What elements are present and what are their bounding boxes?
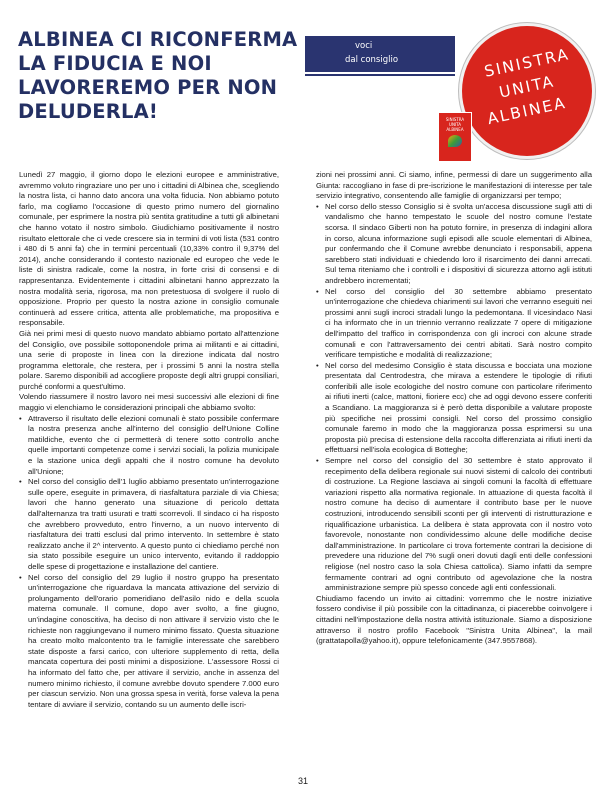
paragraph: zioni nei prossimi anni. Ci siamo, infine, permessi di dare un suggerimento alla Giunta: raccogliano in fase di pre-iscrizione le manifestazioni di interesse per tale servizio integrativo, consentendo alle famiglie di organizzarsi per tempo;: [316, 170, 592, 201]
section-label-line-1: voci: [355, 41, 373, 51]
paragraph: Lunedì 27 maggio, il giorno dopo le elezioni europee e amministrative, avremmo voluto ringraziare uno per uno i cittadini di Albinea che, scegliendo la nostra lista, ci hanno dato ancora una volta fiducia. Non abbiamo potuto farlo, ma cogliamo l'occasione di questo primo numero del giornalino comunale, per esprimere la nostra più sentita gratitudine a tutti gli albinetani che hanno votato il nostro simbolo. Giudichiamo positivamente il nostro risultato elettorale che ci vede crescere sia in termini di voti lista (531 contro i 480 di 5 anni fa) che in termini percentuali (10,33% contro il 9,37% del 2014), anche considerando il contesto nazionale ed europeo che vede le liste di sinistra radicale, come la nostra, in forte crisi di consensi e di rappresentanza. Evidentemente i cittadini albinetani hanno apprezzato la nostra modalità seria, rigorosa, ma non pretestuosa di svolgere il ruolo di opposizione. Proprio per questo la nostra azione in consiglio comunale continuerà ad essere critica, attenta alle problematiche, ma propositiva e responsabile.: [19, 170, 279, 328]
party-logo: [438, 112, 472, 162]
badge-line-1: SINISTRA: [482, 45, 572, 81]
bullet-item: • Nel corso del medesimo Consiglio è stata discussa e bocciata una mozione presentata dal Centrodestra, che mirava a estendere le tipologie di rifiuti conferibili alle isole ecologiche del nostro comune con particolare riferimento ai rifiuti inerti (calce, mattoni, fioriere ecc) che ad oggi devono essere conferiti a Scandiano. La maggioranza si è però detta disponibile a valutare proposte più specifiche nei prossimi consigli. Nel corso del prossimo consiglio comunale faremo in modo che la maggioranza possa esprimersi su una proposta più precisa di estensione della raccolta differenziata ai rifiuti inerti da effettuarsi nell'isola ecologica di Botteghe;: [316, 361, 592, 456]
section-rule: [305, 74, 455, 76]
bullet-item: • Attraverso il risultato delle elezioni comunali è stato possibile confermare la nostra presenza anche all'interno del consiglio dell'Unione Colline matildiche, evento che ci permetterà di tenere sotto controllo anche quelle importanti competenze come i servizi sociali, la polizia municipale e la stazione unica degli appalti che il nostro comune ha devoluto all'Unione;: [19, 414, 279, 478]
bullet-item: • Nel corso del consiglio del 30 settembre abbiamo presentato un'interrogazione che chiedeva chiarimenti sui lavori che verranno eseguiti nei prossimi anni sugli incroci stradali lungo la pedemontana. Il vicesindaco Nasi ci ha informato che in un triennio verranno realizzate 7 opere di mitigazione dell'impatto del traffico in corrispondenza con gli incroci con alcune strade comunali e con l'attraversamento dei centri abitati. Sarà nostro compito verificare tempistiche e modalità di realizzazione;: [316, 287, 592, 361]
bullet-item: • Nel corso del consiglio del 29 luglio il nostro gruppo ha presentato un'interrogazione che riguardava la mancata attivazione del servizio di prolungamento dell'orario pomeridiano dell'asilo nido e della scuola materna comunale. Il comune, dopo aver svolto, a fine giugno, un'indagine conoscitiva, ha deciso di non attivare il servizio visto che le richieste non raggiungevano il numero minimo fissato. Questa situazione ha creato molto malcontento tra le famiglie interessate che sarebbero state disposte a farsi carico, con ulteriore supplemento di retta, della mancata copertura dei posti minimi a disposizione. L'assessore Rossi ci ha informato del fatto che, per attivare il servizio, anche in assenza del numero minimo richiesto, il comune avrebbe dovuto spendere 7.000 euro per ciascun servizio. Non una grossa spesa in verità, forse valeva la pena tentare di avviare il servizio, contando su un aumento delle iscri-: [19, 573, 279, 711]
paragraph: Chiudiamo facendo un invito ai cittadini: vorremmo che le nostre iniziative fossero condivise il più possibile con la cittadinanza, ci piacerebbe coinvolgere i cittadini nell'impostazione della nostra attività istituzionale. Siamo a disposizione attraverso il nostro profilo Facebook "Sinistra Unita Albinea", la mail (grattatapolla@yahoo.it), oppure telefonicamente (347.9557868).: [316, 593, 592, 646]
headline-line-1: ALBINEA CI RICONFERMA: [18, 28, 298, 51]
paragraph: Volendo riassumere il nostro lavoro nei mesi successivi alle elezioni di fine maggio vi elenchiamo le considerazioni principali che abbiamo svolto:: [19, 392, 279, 413]
headline: [18, 28, 318, 124]
badge-line-2: UNITA: [497, 72, 557, 102]
logo-line-2: UNITA: [449, 122, 461, 127]
headline-line-4: DELUDERLA!: [18, 100, 159, 123]
party-badge: [462, 26, 592, 156]
bullet-item: • Nel corso dello stesso Consiglio si è svolta un'accesa discussione sugli atti di vandalismo che hanno tempestato le scuole del nostro comune l'estate scorsa. Il sindaco Giberti non ha potuto fornire, in presenza di indagini allora in corso, alcuna informazione sugli episodi alle scuole elementari di Albinea, pur confermando che il Comune avrebbe denunciato i responsabili, appena sarebbero stati individuati e chiedendo loro il risarcimento dei danni arrecati. Sul tema riteniamo che i controlli e i dispositivi di sicurezza attorno agli istituti andrebbero incrementati;: [316, 202, 592, 287]
section-label-line-2: dal consiglio: [345, 55, 399, 65]
section-label-box: [305, 36, 455, 72]
headline-line-3: LAVOREREMO PER NON: [18, 76, 278, 99]
logo-line-1: SINISTRA: [445, 117, 465, 122]
badge-line-3: ALBINEA: [485, 93, 569, 129]
bullet-item: • Nel corso del consiglio dell'1 luglio abbiamo presentato un'interrogazione sulle opere, eseguite in primavera, di riasfaltatura parziale di via Chiesa; lavori che hanno generato una situazione di pericolo dettata dall'alternanza tra tratti usurati e tratti scorrevoli. Il sindaco ci ha risposto che avrebbero provveduto, entro l'inverno, a un nuovo intervento di riasfaltatura dei tratti esclusi dal primo intervento. In settembre è stato realizzato anche il 2^ intervento. A questo punto ci chiediamo perché non sia stato possibile eseguire un unico intervento, evitando il raddoppio delle spese di progettazione e installazione del cantiere.: [19, 477, 279, 572]
paragraph: Già nei primi mesi di questo nuovo mandato abbiamo portato all'attenzione del Consiglio, ove possibile sottoponendole prima ai militanti e ai cittadini, una serie di proposte in linea con la direzione indicata dal nostro programma elettorale, che restera, per i prossimi 5 anni la nostra stella polare. Saremo disponibili ad accogliere proposte degli altri gruppi consiliari, purché conformi a quest'ultimo.: [19, 328, 279, 391]
page-number: 31: [297, 776, 308, 786]
bullet-item: • Sempre nel corso del consiglio del 30 settembre è stato approvato il recepimento della delibera regionale sui nuovi sistemi di calcolo dei contributi di costruzione. La Regione lasciava ai singoli comuni la facoltà di effettuare variazioni rispetto alla normativa regionale. In attuazione di questa facoltà il nostro comune ha deciso di aumentare il contributo base per le nuove costruzioni, introducendo sensibili sconti per gli interventi di ristrutturazione e riqualificazione urbanistica. La delibera è stata approvata con il nostro voto favorevole, nonostante non condividessimo alcune delle modifiche decise dall'amministrazione. In particolare ci trova fortemente contrari la decisione di prevedere una riduzione del 7% sugli oneri dovuti dagli enti delle confessioni religiose (nel nostro caso la sola Chiesa cattolica). Siamo infatti da sempre fermamente contrari ad ogni contributo od agevolazione che la nostra amministrazione sempre più spesso concede agli enti confessionali.: [316, 456, 592, 594]
flame-icon: [448, 135, 462, 147]
headline-line-2: LA FIDUCIA E NOI: [18, 52, 212, 75]
right-column: [316, 170, 592, 647]
left-column: [19, 170, 279, 710]
logo-line-3: ALBINEA: [446, 127, 464, 132]
